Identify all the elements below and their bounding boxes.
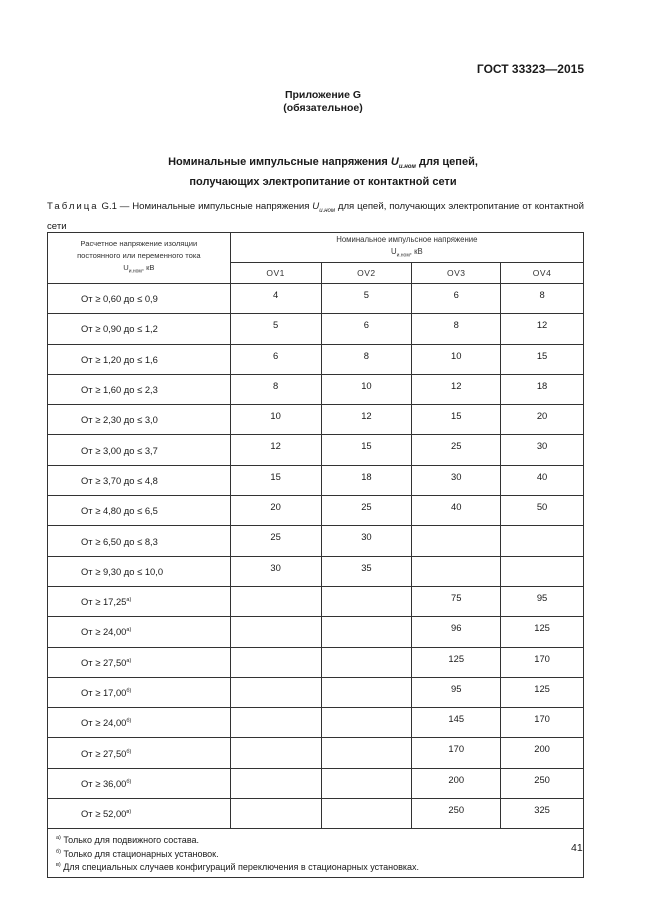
ov1-value: 8 xyxy=(230,374,321,404)
ov4-value xyxy=(501,526,584,556)
ov2-value: 10 xyxy=(321,374,412,404)
ov3-value: 75 xyxy=(412,586,501,616)
range-cell: От ≥ 4,80 до ≤ 6,5 xyxy=(48,496,231,526)
table-row xyxy=(48,344,584,374)
annex-subtitle: (обязательное) xyxy=(283,102,363,114)
ov1-value xyxy=(230,677,321,707)
table-row xyxy=(48,556,584,586)
ov3-value: 25 xyxy=(412,435,501,465)
table-footnotes xyxy=(48,829,584,878)
ov3-value: 170 xyxy=(412,738,501,768)
ov2-value xyxy=(321,647,412,677)
ov4-value: 8 xyxy=(501,284,584,314)
table-row xyxy=(48,677,584,707)
range-cell: От ≥ $27,50^{а)}$ xyxy=(48,647,231,677)
ov1-value xyxy=(230,586,321,616)
ov1-value xyxy=(230,768,321,798)
ov2-value: 30 xyxy=(321,526,412,556)
ov2-value: 15 xyxy=(321,435,412,465)
table-row xyxy=(48,647,584,677)
range-cell: От ≥ $24,00^{а)}$ xyxy=(48,617,231,647)
table-row xyxy=(48,526,584,556)
ov3-value xyxy=(412,526,501,556)
ov4-value xyxy=(501,556,584,586)
ov4-value: 170 xyxy=(501,708,584,738)
ov2-value xyxy=(321,586,412,616)
table-row xyxy=(48,435,584,465)
range-cell: От ≥ 9,30 до ≤ 10,0 xyxy=(48,556,231,586)
document-code: ГОСТ 33323—2015 xyxy=(476,62,584,76)
section-heading-line1: Номинальные импульсные напряжения $U_{и.ном}$ для цепей, xyxy=(168,156,478,171)
range-cell: От ≥ 0,60 до ≤ 0,9 xyxy=(48,284,231,314)
ov1-value: 20 xyxy=(230,496,321,526)
ov3-value: 15 xyxy=(412,405,501,435)
ov3-value: 95 xyxy=(412,677,501,707)
page-number: 41 xyxy=(571,842,583,854)
ov4-value: 250 xyxy=(501,768,584,798)
footnote-a: $^{а)}$ Только для подвижного состава. xyxy=(56,835,200,846)
ov1-value xyxy=(230,708,321,738)
range-cell: От ≥ 3,70 до ≤ 4,8 xyxy=(48,465,231,495)
ov1-value xyxy=(230,617,321,647)
ov3-value: 250 xyxy=(412,799,501,829)
table-row xyxy=(48,284,584,314)
header-ov3: OV3 xyxy=(412,263,501,284)
table-row xyxy=(48,738,584,768)
ov4-value: 95 xyxy=(501,586,584,616)
header-impulse-voltage: Номинальное импульсное напряжение $U_{и.ном}$, кВ xyxy=(230,233,583,263)
ov4-value: 12 xyxy=(501,314,584,344)
table-row xyxy=(48,799,584,829)
ov2-value: 18 xyxy=(321,465,412,495)
range-cell: От ≥ $17,00^{б)}$ xyxy=(48,677,231,707)
ov2-value: 5 xyxy=(321,284,412,314)
ov3-value: 145 xyxy=(412,708,501,738)
range-cell: От ≥ 1,60 до ≤ 2,3 xyxy=(48,374,231,404)
ov1-value: 10 xyxy=(230,405,321,435)
annex-title: Приложение G xyxy=(284,89,362,101)
ov3-value: 40 xyxy=(412,496,501,526)
ov2-value xyxy=(321,738,412,768)
ov3-value: 8 xyxy=(412,314,501,344)
range-cell: От ≥ $24,00^{б)}$ xyxy=(48,708,231,738)
footnote-b: $^{б)}$ Только для стационарных установок. xyxy=(56,848,219,859)
ov2-value: 6 xyxy=(321,314,412,344)
ov3-value: 96 xyxy=(412,617,501,647)
ov3-value: 200 xyxy=(412,768,501,798)
section-heading-line2: получающих электропитание от контактной сети xyxy=(189,176,457,188)
ov4-value: 20 xyxy=(501,405,584,435)
ov2-value: 25 xyxy=(321,496,412,526)
ov3-value xyxy=(412,556,501,586)
table-row xyxy=(48,496,584,526)
ov1-value xyxy=(230,738,321,768)
footnote-c: $^{в)}$ Для специальных случаев конфигураций переключения в стационарных установках. xyxy=(56,861,420,872)
ov2-value xyxy=(321,768,412,798)
ov1-value: 30 xyxy=(230,556,321,586)
ov1-value: 12 xyxy=(230,435,321,465)
heading-symbol: $U_{и.ном}$ xyxy=(390,156,416,171)
ov2-value xyxy=(321,677,412,707)
table-row xyxy=(48,617,584,647)
ov3-value: 125 xyxy=(412,647,501,677)
range-cell: От ≥ $36,00^{б)}$ xyxy=(48,768,231,798)
ov1-value: 5 xyxy=(230,314,321,344)
ov2-value: 12 xyxy=(321,405,412,435)
ov2-value xyxy=(321,617,412,647)
ov4-value: 30 xyxy=(501,435,584,465)
range-cell: От ≥ $52,00^{в)}$ xyxy=(48,799,231,829)
table-row xyxy=(48,708,584,738)
ov1-value: 15 xyxy=(230,465,321,495)
ov4-value: 15 xyxy=(501,344,584,374)
table-row xyxy=(48,586,584,616)
ov3-value: 30 xyxy=(412,465,501,495)
ov2-value: 8 xyxy=(321,344,412,374)
ov4-value: 170 xyxy=(501,647,584,677)
range-cell: От ≥ 6,50 до ≤ 8,3 xyxy=(48,526,231,556)
ov1-value xyxy=(230,799,321,829)
table-row xyxy=(48,314,584,344)
ov3-value: 6 xyxy=(412,284,501,314)
table-row xyxy=(48,465,584,495)
ov4-value: 125 xyxy=(501,677,584,707)
range-cell: От ≥ 1,20 до ≤ 1,6 xyxy=(48,344,231,374)
ov2-value: 35 xyxy=(321,556,412,586)
header-ov4: OV4 xyxy=(501,263,584,284)
range-cell: От ≥ $17,25^{а)}$ xyxy=(48,586,231,616)
header-ov2: OV2 xyxy=(321,263,412,284)
table-caption: Таблица G.1 — Номинальные импульсные напряжения $U_{и.ном}$ для цепей, получающих электропитание от контактной сети xyxy=(47,201,584,233)
ov3-value: 12 xyxy=(412,374,501,404)
ov4-value: 18 xyxy=(501,374,584,404)
ov4-value: 125 xyxy=(501,617,584,647)
ov3-value: 10 xyxy=(412,344,501,374)
ov4-value: 50 xyxy=(501,496,584,526)
ov1-value xyxy=(230,647,321,677)
ov1-value: 4 xyxy=(230,284,321,314)
ov1-value: 25 xyxy=(230,526,321,556)
range-cell: От ≥ 2,30 до ≤ 3,0 xyxy=(48,405,231,435)
table-row xyxy=(48,374,584,404)
ov4-value: 40 xyxy=(501,465,584,495)
range-cell: От ≥ 3,00 до ≤ 3,7 xyxy=(48,435,231,465)
header-insulation-voltage: Расчетное напряжение изоляции постоянного или переменного тока $U_{и.ном}$, кВ xyxy=(48,233,231,284)
voltage-table xyxy=(47,232,584,878)
ov1-value: 6 xyxy=(230,344,321,374)
table-row xyxy=(48,405,584,435)
table-row xyxy=(48,768,584,798)
ov2-value xyxy=(321,708,412,738)
ov2-value xyxy=(321,799,412,829)
ov4-value: 200 xyxy=(501,738,584,768)
range-cell: От ≥ 0,90 до ≤ 1,2 xyxy=(48,314,231,344)
range-cell: От ≥ $27,50^{б)}$ xyxy=(48,738,231,768)
header-ov1: OV1 xyxy=(230,263,321,284)
ov4-value: 325 xyxy=(501,799,584,829)
